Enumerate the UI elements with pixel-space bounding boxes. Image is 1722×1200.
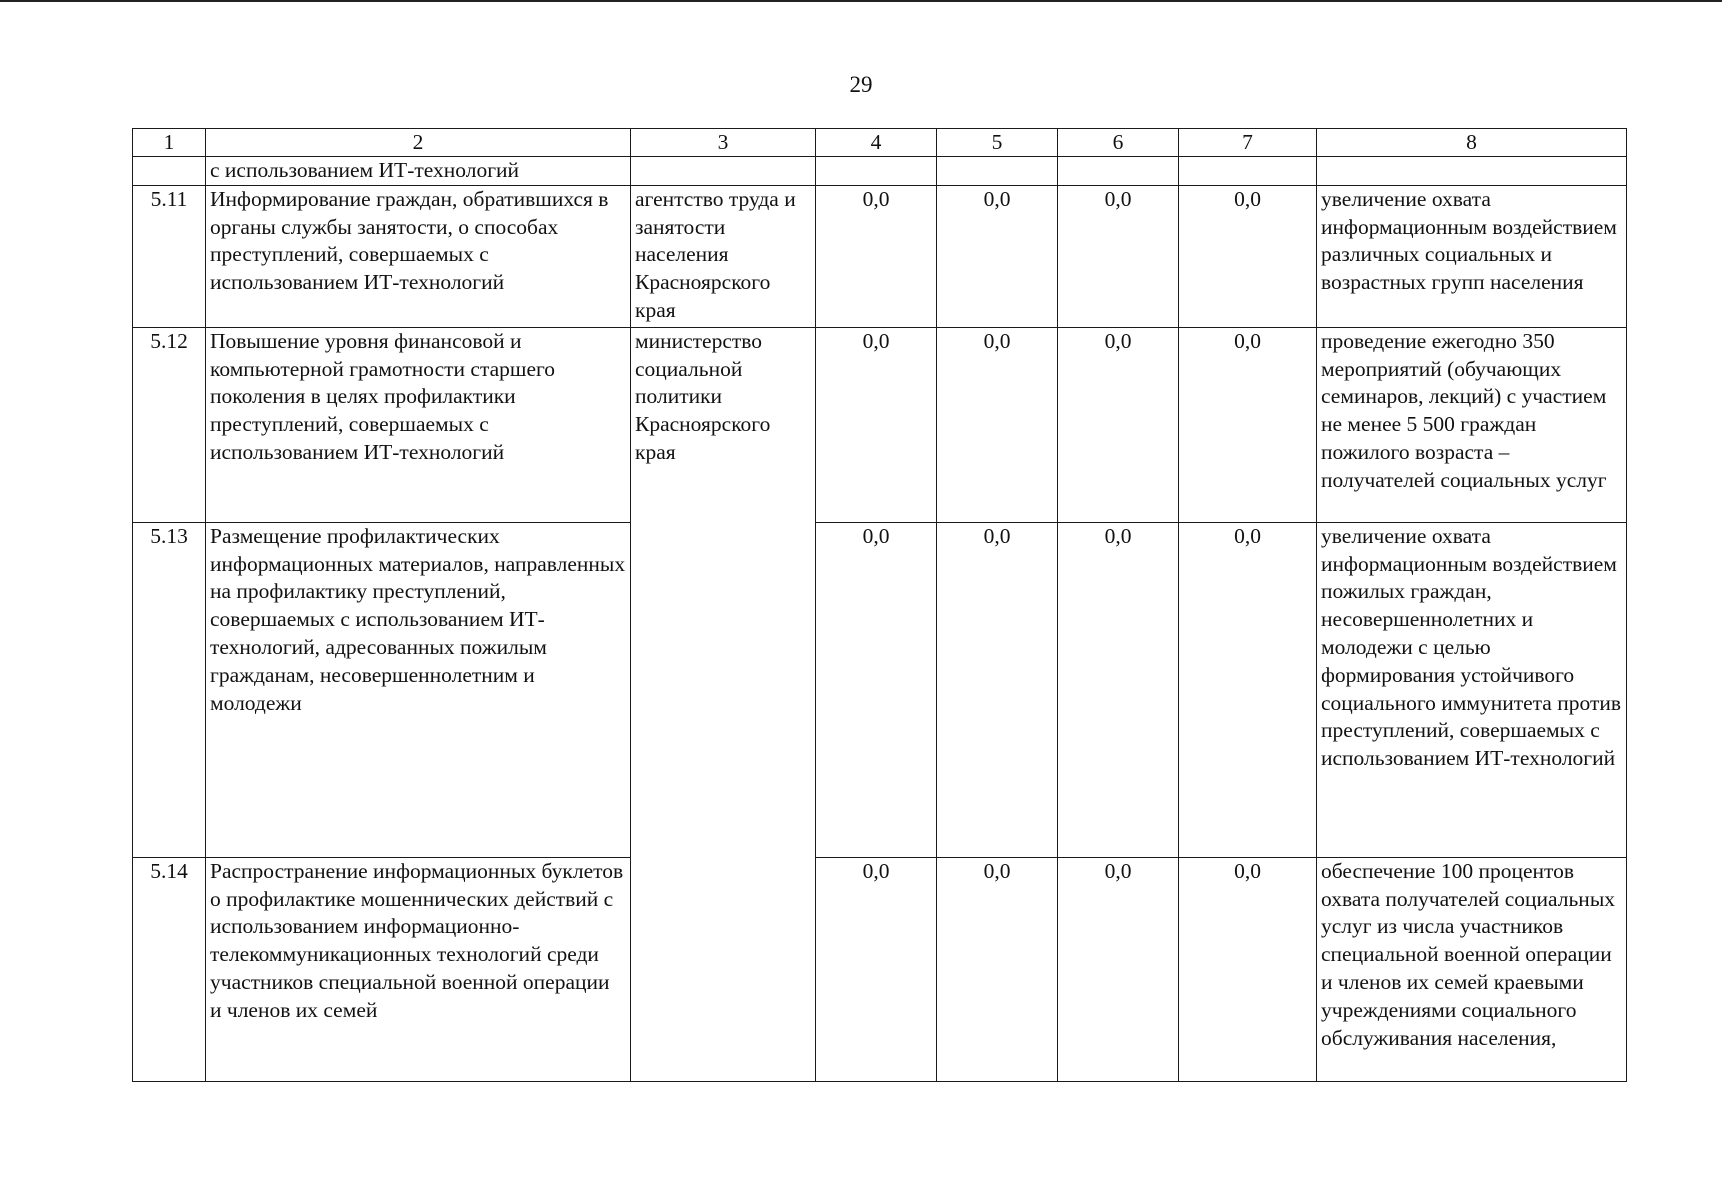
col-header: 5 bbox=[937, 129, 1058, 157]
table-row bbox=[133, 522, 1627, 857]
value-cell: 0,0 bbox=[937, 327, 1058, 522]
table-row bbox=[133, 857, 1627, 1081]
value-cell: 0,0 bbox=[1179, 522, 1317, 857]
row-number: 5.13 bbox=[133, 522, 206, 857]
result-cell: увеличение охвата информационным воздействием пожилых граждан, несовершеннолетних и молодежи с целью формирования устойчивого социального иммунитета против преступлений, совершаемых с использованием ИТ-технологий bbox=[1317, 522, 1627, 857]
col-header: 6 bbox=[1058, 129, 1179, 157]
continuation-text: с использованием ИТ-технологий bbox=[206, 157, 631, 186]
cell-empty bbox=[1058, 157, 1179, 186]
value-cell: 0,0 bbox=[937, 185, 1058, 327]
cell-empty bbox=[133, 157, 206, 186]
value-cell: 0,0 bbox=[1058, 327, 1179, 522]
col-header: 1 bbox=[133, 129, 206, 157]
row-number: 5.12 bbox=[133, 327, 206, 522]
value-cell: 0,0 bbox=[1058, 185, 1179, 327]
result-cell: обеспечение 100 процентов охвата получателей социальных услуг из числа участников специальной военной операции и членов их семей краевыми учреждениями социального обслуживания населения, bbox=[1317, 857, 1627, 1081]
col-header: 2 bbox=[206, 129, 631, 157]
row-number: 5.11 bbox=[133, 185, 206, 327]
scan-top-edge bbox=[0, 0, 1722, 2]
value-cell: 0,0 bbox=[816, 522, 937, 857]
activity-cell: Размещение профилактических информационных материалов, направленных на профилактику преступлений, совершаемых с использованием ИТ-технологий, адресованных пожилым гражданам, несовершеннолетним и молодежи bbox=[206, 522, 631, 857]
value-cell: 0,0 bbox=[937, 522, 1058, 857]
measures-table bbox=[132, 128, 1627, 1082]
executor-cell: министерство социальной политики Красноярского края bbox=[631, 327, 816, 1081]
result-cell: проведение ежегодно 350 мероприятий (обучающих семинаров, лекций) с участием не менее 5 500 граждан пожилого возраста – получателей социальных услуг bbox=[1317, 327, 1627, 522]
value-cell: 0,0 bbox=[1179, 185, 1317, 327]
col-header: 7 bbox=[1179, 129, 1317, 157]
col-header: 4 bbox=[816, 129, 937, 157]
cell-empty bbox=[937, 157, 1058, 186]
cell-empty bbox=[631, 157, 816, 186]
value-cell: 0,0 bbox=[1058, 522, 1179, 857]
table-row bbox=[133, 185, 1627, 327]
value-cell: 0,0 bbox=[816, 857, 937, 1081]
row-number: 5.14 bbox=[133, 857, 206, 1081]
result-cell: увеличение охвата информационным воздействием различных социальных и возрастных групп населения bbox=[1317, 185, 1627, 327]
cell-empty bbox=[1317, 157, 1627, 186]
cell-empty bbox=[1179, 157, 1317, 186]
cell-empty bbox=[816, 157, 937, 186]
table-row bbox=[133, 327, 1627, 522]
value-cell: 0,0 bbox=[816, 327, 937, 522]
header-row bbox=[133, 129, 1627, 157]
value-cell: 0,0 bbox=[937, 857, 1058, 1081]
value-cell: 0,0 bbox=[1058, 857, 1179, 1081]
col-header: 8 bbox=[1317, 129, 1627, 157]
col-header: 3 bbox=[631, 129, 816, 157]
executor-cell: агентство труда и занятости населения Красноярского края bbox=[631, 185, 816, 327]
continuation-row bbox=[133, 157, 1627, 186]
value-cell: 0,0 bbox=[816, 185, 937, 327]
page-number: 29 bbox=[849, 72, 873, 97]
activity-cell: Повышение уровня финансовой и компьютерной грамотности старшего поколения в целях профилактики преступлений, совершаемых с использованием ИТ-технологий bbox=[206, 327, 631, 522]
value-cell: 0,0 bbox=[1179, 327, 1317, 522]
activity-cell: Информирование граждан, обратившихся в органы службы занятости, о способах преступлений, совершаемых с использованием ИТ-технологий bbox=[206, 185, 631, 327]
value-cell: 0,0 bbox=[1179, 857, 1317, 1081]
activity-cell: Распространение информационных буклетов о профилактике мошеннических действий с использованием информационно-телекоммуникационных технологий среди участников специальной военной операции и членов их семей bbox=[206, 857, 631, 1081]
